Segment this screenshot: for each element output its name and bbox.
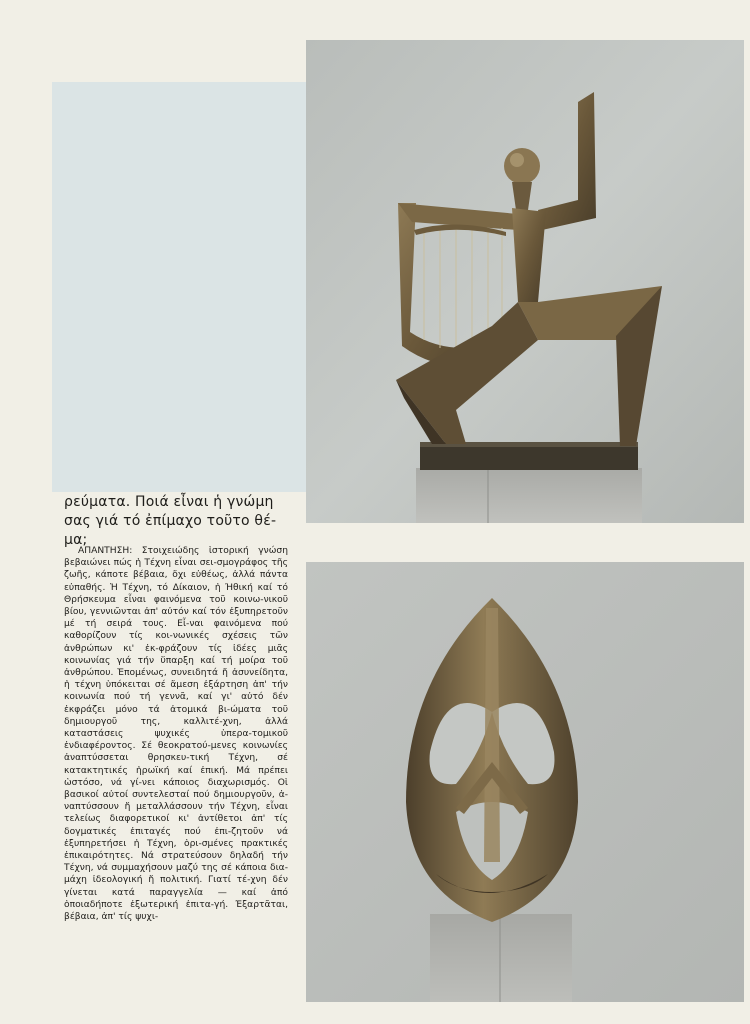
- interview-answer-text: ΑΠΑΝΤΗΣΗ: Στοιχειώδης ἱστορική γνώση βεβαιώνει πώς ἡ Τέχνη εἶναι σει-σμογράφος τῆς ζωῆς, κάποτε βέβαια, ὄχι εὐθέως, ἀλλά πάντα εὐπαθής. Ἡ Τέχνη, τό Δίκαιον, ἡ Ἠθική καί τό Θρήσκευμα εἶναι φαινόμενα τοῦ κοινω-νικοῦ βίου, γεννιῶνται ἀπ' αὐτόν καί τόν ἐξυπηρετοῦν μέ τή σειρά τους. Εἶ-ναι φαινόμενα πού καθορίζουν τίς κοι-νωνικές σχέσεις τῶν ἀνθρώπων κι' ἐκ-φράζουν τίς ἰδέες μιᾶς κοινωνίας γιά τήν ὕπαρξη καί τή μοίρα τοῦ ἀνθρώπου. Ἑπομένως, συνειδητά ἤ ἀσυνείδητα, ἡ τέχνη ὑπόκειται σέ ἄμεση ἐξάρτηση ἀπ' τήν κοινωνία πού τή γεννᾶ, καί γι' αὐτό δέν ἐκφράζει μόνο τά ἀτομικά βι-ώματα τοῦ δημιουργοῦ της, καλλιτέ-χνη, ἀλλά καταστάσεις ψυχικές ὑπερα-τομικοῦ ἐνδιαφέροντος. Σέ θεοκρατού-μενες κοινωνίες ἀναπτύσσεται θρησκευ-τική Τέχνη, σέ κατακτητικές ἡρωϊκή καί ἐπική. Μά πρέπει ὡστόσο, νά γί-νει κάποιος διαχωρισμός. Οἱ βασικοί αὐτοί συντελεσταί πού δημιουργοῦν, ἀ-ναπτύσσουν ἤ μεταλλάσσουν τήν Τέχνη, εἶναι τελείως διαφορετικοί κι' ἀντίθετοι ἀπ' τίς δογματικές ἐπιταγές πού ἐπι-ζητοῦν νά ἐξυπηρετήσει ἡ Τέχνη, ὁρι-σμένες πρακτικές ἐπικαιρότητες. Νά στρατεύσουν δηλαδή τήν Τέχνη, νά συμμαχήσουν μαζύ της σέ κάποια δια-μάχη ἰδεολογική ἤ πολιτική. Γιατί τέ-χνη δέν γίνεται κατά παραγγελία — καί ἀπό ὁποιαδήποτε ἐξωτερική ἐπιτα-γή. Ἐξαρτᾶται, βέβαια, ἀπ' τίς ψυχι-: [64, 546, 288, 923]
- photo-lyre-player-sculpture: [306, 40, 744, 523]
- photo-abstract-oval-sculpture: [306, 562, 744, 1002]
- interview-question-text: ρεύματα. Ποιά εἶναι ἡ γνώμη σας γιά τό ἐπίμαχο τοῦτο θέ-μα;: [64, 494, 277, 548]
- pale-blue-background-band: [52, 82, 310, 492]
- abstract-oval-sculpture-image: [306, 562, 744, 1002]
- lyre-player-sculpture-image: [306, 40, 744, 523]
